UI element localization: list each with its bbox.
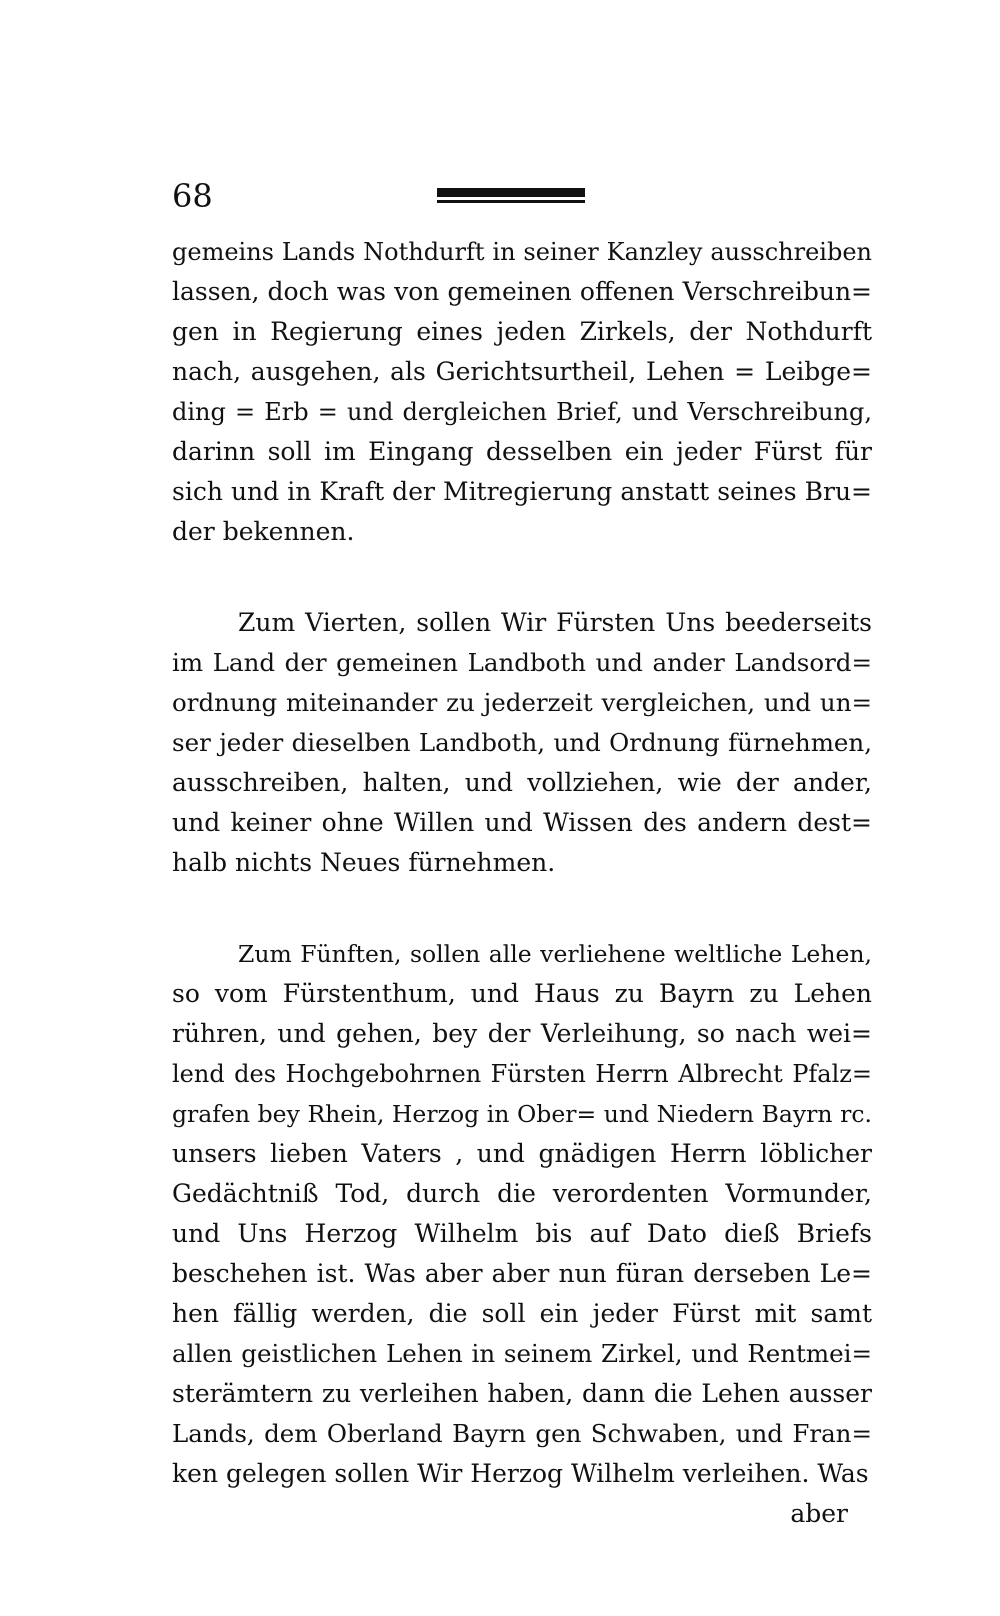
text-line: unsers lieben Vaters , und gnädigen Herrn löblicher — [172, 1139, 872, 1168]
text-line: und keiner ohne Willen und Wissen des andern dest= — [172, 808, 872, 837]
text-line: halb nichts Neues fürnehmen. — [172, 848, 556, 877]
text-line: gemeins Lands Nothdurft in seiner Kanzley ausschreiben — [172, 238, 872, 266]
text-line: rühren, und gehen, bey der Verleihung, so nach wei= — [172, 1019, 872, 1048]
text-line: Gedächtniß Tod, durch die verordenten Vormunder, — [172, 1179, 872, 1208]
text-line: und Uns Herzog Wilhelm bis auf Dato dieß Briefs — [172, 1219, 872, 1248]
text-line: im Land der gemeinen Landboth und ander Landsord= — [172, 648, 872, 677]
paragraph — [172, 232, 872, 552]
text-line: beschehen ist. Was aber aber nun füran derseben Le= — [172, 1259, 872, 1288]
text-line: lend des Hochgebohrnen Fürsten Herrn Albrecht Pfalz= — [172, 1060, 872, 1088]
text-line: ken gelegen sollen Wir Herzog Wilhelm verleihen. Was — [172, 1459, 869, 1488]
header-rule-thick — [437, 188, 585, 197]
paragraph-gap — [172, 552, 872, 603]
text-line: grafen bey Rhein, Herzog in Ober= und Niedern Bayrn rc. — [172, 1100, 872, 1128]
paragraph-gap — [172, 883, 872, 934]
catchword: aber — [790, 1499, 848, 1528]
text-line: gen in Regierung eines jeden Zirkels, der Nothdurft — [172, 317, 872, 346]
text-line: hen fällig werden, die soll ein jeder Fürst mit samt — [172, 1299, 872, 1328]
text-line: Lands, dem Oberland Bayrn gen Schwaben, und Fran= — [172, 1419, 872, 1448]
header-rule-thin — [437, 200, 585, 203]
paragraph — [172, 934, 872, 1494]
text-line: Zum Fünften, sollen alle verliehene weltliche Lehen, — [238, 940, 872, 968]
body-text — [172, 232, 872, 1494]
text-line: Zum Vierten, sollen Wir Fürsten Uns beederseits — [238, 608, 872, 637]
text-line: der bekennen. — [172, 517, 355, 546]
page-number: 68 — [172, 177, 213, 215]
text-line: so vom Fürstenthum, und Haus zu Bayrn zu Lehen — [172, 979, 872, 1008]
text-line: ding = Erb = und dergleichen Brief, und Verschreibung, — [172, 398, 872, 426]
header-rule-ornament — [437, 188, 585, 204]
text-line: lassen, doch was von gemeinen offenen Verschreibun= — [172, 277, 872, 306]
text-line: sterämtern zu verleihen haben, dann die Lehen ausser — [172, 1379, 872, 1408]
text-line: ordnung miteinander zu jederzeit vergleichen, und un= — [172, 688, 872, 717]
text-line: ausschreiben, halten, und vollziehen, wie der ander, — [172, 768, 872, 797]
text-line: darinn soll im Eingang desselben ein jeder Fürst für — [172, 437, 872, 466]
text-line: ser jeder dieselben Landboth, und Ordnung fürnehmen, — [172, 728, 872, 757]
text-line: sich und in Kraft der Mitregierung anstatt seines Bru= — [172, 477, 872, 506]
text-line: allen geistlichen Lehen in seinem Zirkel, und Rentmei= — [172, 1339, 872, 1368]
text-line: nach, ausgehen, als Gerichtsurtheil, Lehen = Leibge= — [172, 357, 872, 386]
page-header — [172, 176, 872, 216]
paragraph — [172, 603, 872, 883]
